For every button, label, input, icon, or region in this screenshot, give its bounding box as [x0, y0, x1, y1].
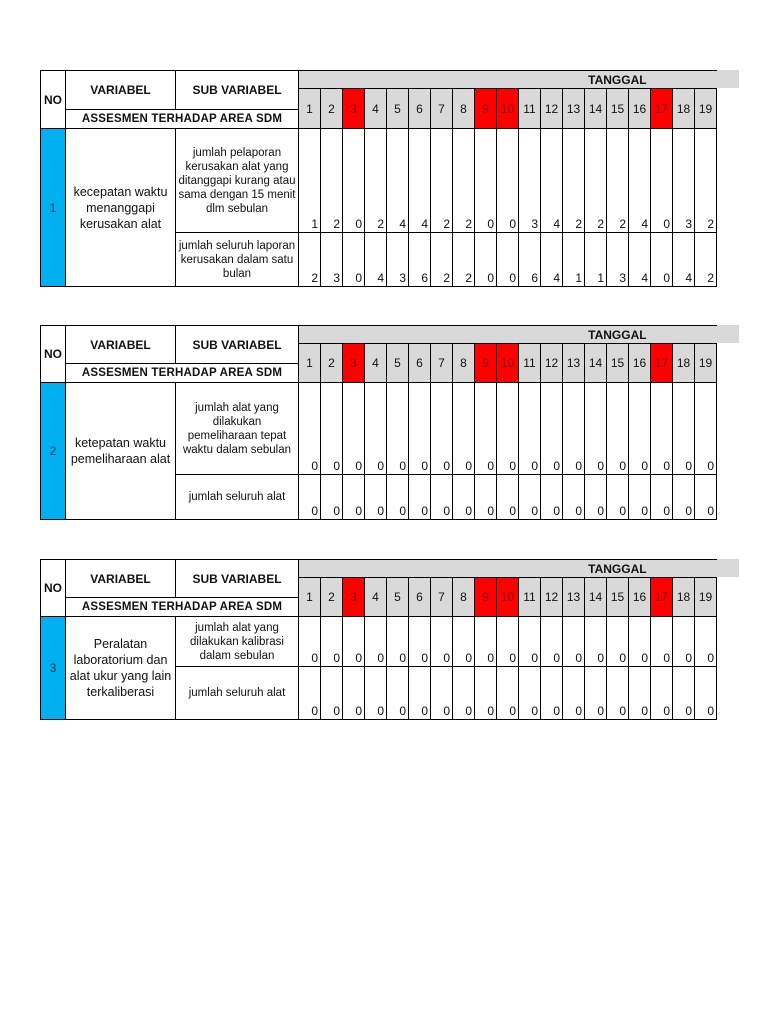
- day-header: 16: [629, 578, 651, 617]
- value-cell: 0: [453, 383, 475, 475]
- value-cell: 3: [607, 233, 629, 287]
- value-cell: 4: [409, 129, 431, 233]
- day-header-holiday: 9: [475, 344, 497, 383]
- day-header-holiday: 17: [651, 344, 673, 383]
- day-header: 6: [409, 578, 431, 617]
- assesmen-header: ASSESMEN TERHADAP AREA SDM: [66, 364, 299, 383]
- value-cell: 0: [497, 617, 519, 667]
- indicator-table: [40, 559, 717, 720]
- value-cell: 0: [651, 383, 673, 475]
- no-header: NO: [41, 71, 66, 129]
- value-cell: 0: [497, 667, 519, 720]
- value-cell: 3: [321, 233, 343, 287]
- day-header: 4: [365, 578, 387, 617]
- day-header: 4: [365, 89, 387, 129]
- day-header: 18: [673, 89, 695, 129]
- value-cell: 0: [651, 129, 673, 233]
- value-cell: 0: [409, 667, 431, 720]
- day-header: 1: [299, 578, 321, 617]
- indicator-table: [40, 325, 717, 520]
- value-cell: 2: [695, 233, 717, 287]
- value-cell: 3: [673, 129, 695, 233]
- value-cell: 0: [475, 617, 497, 667]
- day-header: 5: [387, 578, 409, 617]
- value-cell: 2: [453, 129, 475, 233]
- no-header: NO: [41, 560, 66, 617]
- value-cell: 0: [629, 383, 651, 475]
- day-header: 7: [431, 344, 453, 383]
- sub-variabel-cell: jumlah alat yang dilakukan kalibrasi dalam sebulan: [176, 617, 299, 667]
- day-header: 7: [431, 89, 453, 129]
- day-header: 4: [365, 344, 387, 383]
- day-header: 11: [519, 578, 541, 617]
- value-cell: 0: [673, 475, 695, 520]
- value-cell: 0: [409, 475, 431, 520]
- day-header: 5: [387, 344, 409, 383]
- day-header: 12: [541, 578, 563, 617]
- day-header: 13: [563, 344, 585, 383]
- value-cell: 3: [387, 233, 409, 287]
- day-header: 8: [453, 344, 475, 383]
- value-cell: 0: [299, 475, 321, 520]
- value-cell: 0: [475, 233, 497, 287]
- day-header-holiday: 3: [343, 344, 365, 383]
- variabel-header: VARIABEL: [66, 560, 176, 598]
- day-header-holiday: 9: [475, 89, 497, 129]
- value-cell: 0: [365, 617, 387, 667]
- value-cell: 0: [387, 383, 409, 475]
- value-cell: 2: [453, 233, 475, 287]
- day-header: 13: [563, 578, 585, 617]
- value-cell: 0: [453, 475, 475, 520]
- day-header: 15: [607, 578, 629, 617]
- tanggal-band-extension: [717, 70, 739, 88]
- value-cell: 0: [629, 667, 651, 720]
- value-cell: 0: [387, 667, 409, 720]
- day-header: 7: [431, 578, 453, 617]
- value-cell: 4: [629, 233, 651, 287]
- sub-variabel-header: SUB VARIABEL: [176, 560, 299, 598]
- value-cell: 0: [541, 475, 563, 520]
- value-cell: 0: [475, 383, 497, 475]
- value-cell: 0: [673, 667, 695, 720]
- indicator-table: [40, 70, 717, 287]
- day-header: 19: [695, 578, 717, 617]
- day-header: 8: [453, 578, 475, 617]
- table-row: [41, 383, 717, 475]
- day-header: 15: [607, 344, 629, 383]
- day-header: 15: [607, 89, 629, 129]
- value-cell: 4: [541, 129, 563, 233]
- day-header: 18: [673, 344, 695, 383]
- sub-variabel-cell: jumlah alat yang dilakukan pemeliharaan tepat waktu dalam sebulan: [176, 383, 299, 475]
- variabel-header: VARIABEL: [66, 71, 176, 110]
- day-header: 18: [673, 578, 695, 617]
- day-header: 16: [629, 344, 651, 383]
- value-cell: 0: [431, 383, 453, 475]
- value-cell: 0: [497, 233, 519, 287]
- value-cell: 4: [673, 233, 695, 287]
- value-cell: 0: [695, 667, 717, 720]
- assesmen-header: ASSESMEN TERHADAP AREA SDM: [66, 598, 299, 617]
- day-header-holiday: 3: [343, 89, 365, 129]
- value-cell: 6: [409, 233, 431, 287]
- value-cell: 0: [475, 475, 497, 520]
- value-cell: 0: [695, 475, 717, 520]
- value-cell: 0: [541, 667, 563, 720]
- value-cell: 0: [409, 617, 431, 667]
- value-cell: 0: [409, 383, 431, 475]
- sub-variabel-header: SUB VARIABEL: [176, 71, 299, 110]
- day-header: 1: [299, 89, 321, 129]
- value-cell: 4: [365, 233, 387, 287]
- value-cell: 0: [651, 617, 673, 667]
- value-cell: 0: [563, 383, 585, 475]
- day-header-holiday: 17: [651, 578, 673, 617]
- day-header: 14: [585, 344, 607, 383]
- value-cell: 0: [299, 617, 321, 667]
- value-cell: 2: [607, 129, 629, 233]
- value-cell: 0: [321, 475, 343, 520]
- tanggal-band-extension: [717, 325, 739, 343]
- sub-variabel-header: SUB VARIABEL: [176, 326, 299, 364]
- value-cell: 0: [585, 617, 607, 667]
- value-cell: 2: [299, 233, 321, 287]
- value-cell: 2: [695, 129, 717, 233]
- value-cell: 0: [651, 667, 673, 720]
- value-cell: 0: [563, 475, 585, 520]
- variabel-header: VARIABEL: [66, 326, 176, 364]
- value-cell: 0: [431, 667, 453, 720]
- day-header: 14: [585, 89, 607, 129]
- value-cell: 2: [431, 233, 453, 287]
- day-header: 11: [519, 344, 541, 383]
- value-cell: 0: [585, 383, 607, 475]
- value-cell: 2: [321, 129, 343, 233]
- table-row: [41, 617, 717, 667]
- value-cell: 0: [365, 475, 387, 520]
- value-cell: 2: [431, 129, 453, 233]
- value-cell: 0: [607, 667, 629, 720]
- day-header: 2: [321, 578, 343, 617]
- value-cell: 0: [695, 617, 717, 667]
- day-header-holiday: 10: [497, 344, 519, 383]
- value-cell: 0: [343, 475, 365, 520]
- value-cell: 0: [585, 667, 607, 720]
- day-header: 6: [409, 89, 431, 129]
- value-cell: 0: [519, 475, 541, 520]
- value-cell: 2: [563, 129, 585, 233]
- no-header: NO: [41, 326, 66, 383]
- day-header: 2: [321, 89, 343, 129]
- value-cell: 0: [343, 383, 365, 475]
- value-cell: 0: [453, 667, 475, 720]
- value-cell: 0: [651, 233, 673, 287]
- value-cell: 0: [541, 383, 563, 475]
- day-header-holiday: 10: [497, 89, 519, 129]
- value-cell: 4: [541, 233, 563, 287]
- value-cell: 0: [585, 475, 607, 520]
- sub-variabel-cell: jumlah seluruh laporan kerusakan dalam satu bulan: [176, 233, 299, 287]
- value-cell: 0: [475, 667, 497, 720]
- value-cell: 1: [299, 129, 321, 233]
- value-cell: 0: [431, 475, 453, 520]
- value-cell: 0: [519, 617, 541, 667]
- value-cell: 0: [343, 233, 365, 287]
- value-cell: 0: [497, 383, 519, 475]
- day-header: 13: [563, 89, 585, 129]
- value-cell: 0: [629, 617, 651, 667]
- day-header: 14: [585, 578, 607, 617]
- value-cell: 0: [343, 667, 365, 720]
- day-header-holiday: 10: [497, 578, 519, 617]
- table-row: [41, 129, 717, 233]
- tanggal-header: TANGGAL: [299, 326, 717, 344]
- day-header-holiday: 17: [651, 89, 673, 129]
- tanggal-header: TANGGAL: [299, 71, 717, 89]
- day-header: 16: [629, 89, 651, 129]
- value-cell: 2: [365, 129, 387, 233]
- value-cell: 1: [585, 233, 607, 287]
- value-cell: 0: [321, 617, 343, 667]
- value-cell: 0: [607, 383, 629, 475]
- value-cell: 2: [585, 129, 607, 233]
- value-cell: 0: [365, 667, 387, 720]
- value-cell: 0: [497, 475, 519, 520]
- variabel-cell: kecepatan waktu menanggapi kerusakan alat: [66, 129, 176, 287]
- value-cell: 0: [387, 617, 409, 667]
- value-cell: 0: [629, 475, 651, 520]
- variabel-cell: ketepatan waktu pemeliharaan alat: [66, 383, 176, 520]
- day-header: 5: [387, 89, 409, 129]
- value-cell: 0: [607, 475, 629, 520]
- value-cell: 0: [541, 617, 563, 667]
- value-cell: 1: [563, 233, 585, 287]
- sub-variabel-cell: jumlah seluruh alat: [176, 475, 299, 520]
- value-cell: 0: [299, 383, 321, 475]
- day-header: 1: [299, 344, 321, 383]
- value-cell: 0: [387, 475, 409, 520]
- variabel-cell: Peralatan laboratorium dan alat ukur yang lain terkaliberasi: [66, 617, 176, 720]
- assesmen-header: ASSESMEN TERHADAP AREA SDM: [66, 110, 299, 129]
- tanggal-header: TANGGAL: [299, 560, 717, 578]
- value-cell: 0: [365, 383, 387, 475]
- value-cell: 0: [673, 617, 695, 667]
- day-header: 11: [519, 89, 541, 129]
- day-header: 12: [541, 344, 563, 383]
- value-cell: 0: [343, 129, 365, 233]
- value-cell: 0: [563, 617, 585, 667]
- value-cell: 6: [519, 233, 541, 287]
- indicator-number: 3: [41, 617, 66, 720]
- value-cell: 0: [321, 383, 343, 475]
- day-header-holiday: 9: [475, 578, 497, 617]
- value-cell: 0: [519, 667, 541, 720]
- value-cell: 0: [673, 383, 695, 475]
- value-cell: 0: [563, 667, 585, 720]
- day-header: 19: [695, 89, 717, 129]
- value-cell: 0: [475, 129, 497, 233]
- value-cell: 0: [607, 617, 629, 667]
- value-cell: 4: [387, 129, 409, 233]
- value-cell: 3: [519, 129, 541, 233]
- sub-variabel-cell: jumlah pelaporan kerusakan alat yang ditanggapi kurang atau sama dengan 15 menit dlm sebulan: [176, 129, 299, 233]
- day-header: 6: [409, 344, 431, 383]
- day-header-holiday: 3: [343, 578, 365, 617]
- value-cell: 0: [453, 617, 475, 667]
- value-cell: 4: [629, 129, 651, 233]
- tanggal-band-extension: [717, 559, 739, 577]
- sub-variabel-cell: jumlah seluruh alat: [176, 667, 299, 720]
- indicator-number: 2: [41, 383, 66, 520]
- value-cell: 0: [321, 667, 343, 720]
- value-cell: 0: [695, 383, 717, 475]
- day-header: 2: [321, 344, 343, 383]
- value-cell: 0: [497, 129, 519, 233]
- value-cell: 0: [651, 475, 673, 520]
- value-cell: 0: [431, 617, 453, 667]
- value-cell: 0: [519, 383, 541, 475]
- day-header: 8: [453, 89, 475, 129]
- value-cell: 0: [299, 667, 321, 720]
- day-header: 12: [541, 89, 563, 129]
- day-header: 19: [695, 344, 717, 383]
- indicator-number: 1: [41, 129, 66, 287]
- value-cell: 0: [343, 617, 365, 667]
